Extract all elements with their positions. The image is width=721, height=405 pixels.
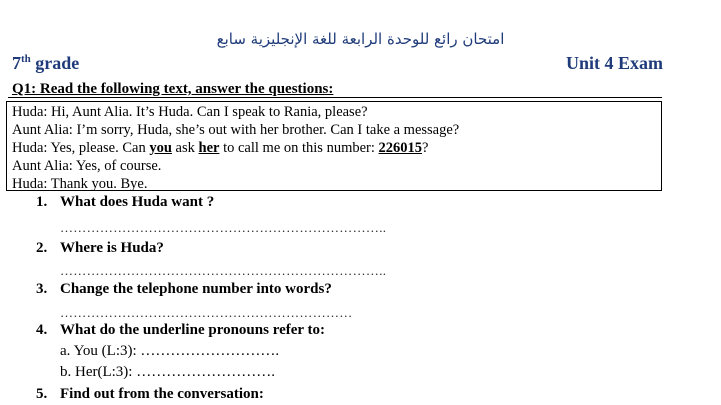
dialog-box <box>6 101 662 191</box>
phone-number: 226015 <box>378 140 423 156</box>
dialog-line-1: Huda: Hi, Aunt Alia. It’s Huda. Can I speak to Rania, please? <box>12 104 368 120</box>
question-2: 2. Where is Huda? <box>36 240 164 256</box>
question-4b[interactable]: b. Her(L:3): ………………………. <box>60 364 275 380</box>
dialog-line-5: Huda: Thank you. Bye. <box>12 176 148 192</box>
dialog-line-4: Aunt Alia: Yes, of course. <box>12 158 162 174</box>
pronoun-her: her <box>198 140 220 156</box>
unit-label: Unit 4 Exam <box>565 53 663 73</box>
answer-line-2[interactable]: ……………………………………………………………….. <box>60 263 387 278</box>
answer-line-3[interactable]: ………………………………………………………… <box>60 305 353 320</box>
question-5: 5. Find out from the conversation: <box>36 386 264 402</box>
pronoun-you: you <box>149 140 172 156</box>
header-rule <box>8 97 662 98</box>
question-3: 3. Change the telephone number into words? <box>36 281 332 297</box>
question-4a[interactable]: a. You (L:3): ………………………. <box>60 343 280 359</box>
dialog-line-2: Aunt Alia: I’m sorry, Huda, she’s out with her brother. Can I take a message? <box>12 122 460 138</box>
grade-label: 7th grade <box>12 53 80 73</box>
question-1: 1. What does Huda want ? <box>36 194 215 210</box>
answer-line-1[interactable]: ……………………………………………………………….. <box>60 220 387 235</box>
question-4: 4. What do the underline pronouns refer to: <box>36 322 326 338</box>
arabic-title: امتحان رائع للوحدة الرابعة للغة الإنجليزية سابع <box>216 30 505 48</box>
dialog-line-3: Huda: Yes, please. Can you ask her to call me on this number: 226015? <box>12 140 429 156</box>
q1-title: Q1: Read the following text, answer the questions: <box>12 81 334 97</box>
